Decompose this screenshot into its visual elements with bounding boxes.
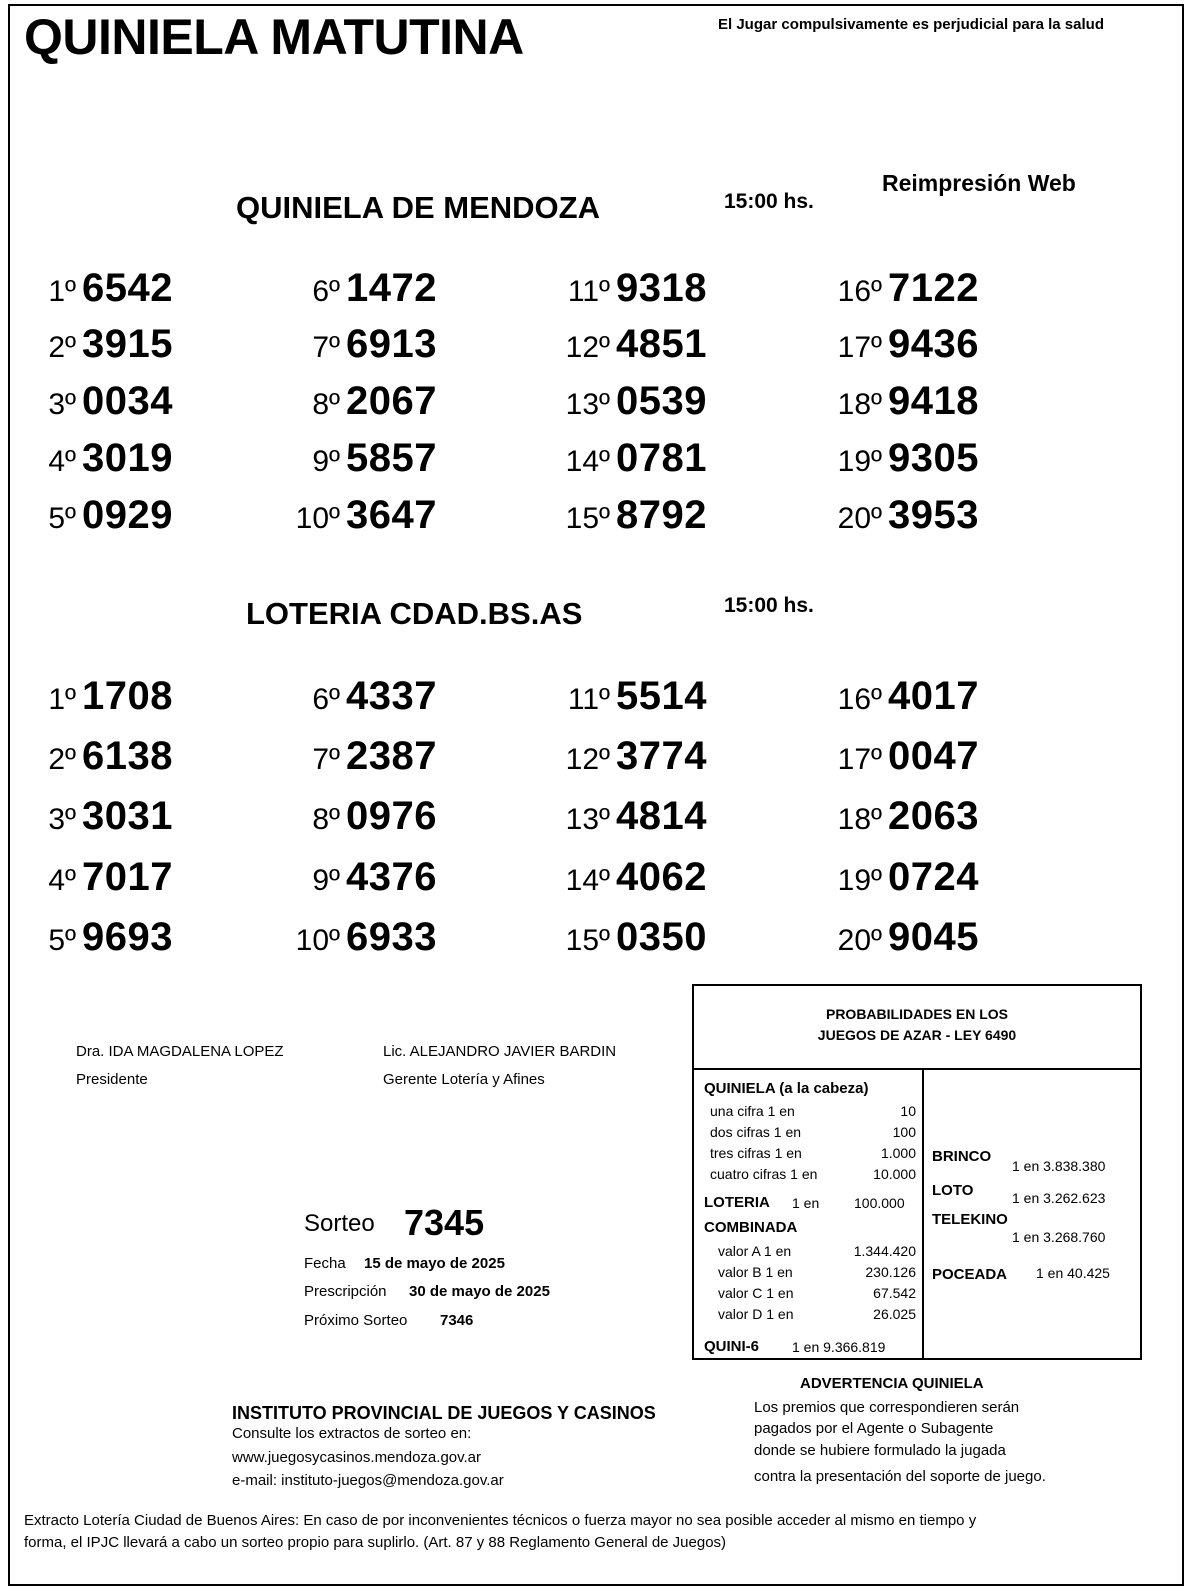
result-number: 3031 — [82, 794, 173, 838]
advisory-line-1: Los premios que correspondieren serán — [754, 1399, 1020, 1416]
result-entry — [30, 855, 173, 900]
signature-role-president: Presidente — [76, 1071, 148, 1088]
advisory-line-3: donde se hubiere formulado la jugada — [754, 1442, 1006, 1459]
result-position: 20º — [837, 924, 882, 957]
result-number: 5857 — [346, 436, 437, 480]
result-position: 10º — [295, 502, 340, 535]
page-title: QUINIELA MATUTINA — [24, 9, 524, 65]
institute-website-link[interactable]: www.juegosycasinos.mendoza.gov.ar — [232, 1449, 482, 1466]
result-number: 7017 — [82, 855, 173, 899]
draw-expiry-label: Prescripción — [304, 1283, 387, 1300]
draw-label: Sorteo — [304, 1210, 375, 1237]
result-number: 6542 — [82, 266, 173, 310]
result-position: 19º — [837, 864, 882, 897]
result-position: 2º — [48, 331, 76, 364]
result-position: 11º — [567, 683, 610, 716]
loteria-odds-prefix: 1 en — [792, 1195, 820, 1211]
odds-row-value: 67.542 — [873, 1285, 916, 1301]
result-position: 11º — [567, 275, 610, 308]
result-position: 7º — [312, 331, 340, 364]
result-number: 9436 — [888, 322, 979, 366]
result-entry — [30, 436, 173, 481]
probabilities-box — [692, 984, 1142, 1360]
result-number: 0724 — [888, 855, 979, 899]
result-position: 12º — [565, 743, 610, 776]
next-draw-label: Próximo Sorteo — [304, 1312, 408, 1329]
result-entry — [836, 915, 979, 960]
result-number: 1472 — [346, 266, 437, 310]
result-position: 15º — [565, 502, 610, 535]
probabilities-title-line1: PROBABILIDADES EN LOS — [825, 1006, 1008, 1022]
odds-row-label: valor C 1 en — [718, 1285, 794, 1301]
result-entry — [564, 322, 707, 367]
result-entry — [30, 674, 173, 719]
result-entry — [294, 493, 437, 538]
result-entry — [564, 674, 707, 719]
result-entry — [30, 266, 173, 311]
result-entry — [564, 734, 707, 779]
result-position: 3º — [48, 388, 76, 421]
odds-row-value: 230.126 — [865, 1264, 916, 1280]
result-number: 2067 — [346, 379, 437, 423]
result-position: 16º — [837, 275, 882, 308]
result-number: 4376 — [346, 855, 437, 899]
footer-line-1: Extracto Lotería Ciudad de Buenos Aires: En caso de por inconvenientes técnicos o fuerza mayor no sea posible acceder al mismo en tiempo y — [24, 1512, 977, 1529]
result-entry — [836, 436, 979, 481]
result-position: 14º — [565, 864, 610, 897]
result-entry — [294, 794, 437, 839]
result-entry — [564, 436, 707, 481]
result-position: 1º — [48, 683, 76, 716]
odds-row-label: cuatro cifras 1 en — [710, 1166, 818, 1182]
result-number: 6913 — [346, 322, 437, 366]
result-number: 3774 — [616, 734, 707, 778]
section-time-mendoza: 15:00 hs. — [724, 190, 814, 213]
telekino-odds-label: TELEKINO — [932, 1211, 1008, 1228]
result-position: 18º — [837, 803, 882, 836]
result-position: 13º — [565, 803, 610, 836]
odds-row-label: dos cifras 1 en — [710, 1124, 802, 1140]
draw-date-label: Fecha — [304, 1255, 346, 1272]
odds-row-value: 1.000 — [880, 1145, 916, 1161]
result-number: 9305 — [888, 436, 979, 480]
institute-email-link[interactable]: e-mail: instituto-juegos@mendoza.gov.ar — [232, 1472, 504, 1489]
next-draw-number: 7346 — [440, 1312, 474, 1329]
result-number: 6933 — [346, 915, 437, 959]
result-entry — [836, 266, 979, 311]
poceada-odds-value: 1 en 40.425 — [1036, 1265, 1110, 1281]
result-number: 0929 — [82, 493, 173, 537]
result-position: 4º — [48, 864, 76, 897]
signature-name-president: Dra. IDA MAGDALENA LOPEZ — [76, 1043, 284, 1060]
quiniela-odds-label: QUINIELA (a la cabeza) — [704, 1080, 869, 1097]
result-position: 1º — [48, 275, 76, 308]
result-number: 8792 — [616, 493, 707, 537]
result-position: 8º — [312, 388, 340, 421]
result-entry — [836, 734, 979, 779]
draw-expiry: 30 de mayo de 2025 — [409, 1283, 550, 1300]
result-position: 6º — [312, 683, 340, 716]
result-entry — [30, 734, 173, 779]
result-entry — [30, 493, 173, 538]
result-number: 9418 — [888, 379, 979, 423]
poceada-odds-label: POCEADA — [932, 1266, 1008, 1283]
odds-row-label: valor B 1 en — [718, 1264, 793, 1280]
result-entry — [294, 379, 437, 424]
result-entry — [294, 436, 437, 481]
result-entry — [294, 674, 437, 719]
result-position: 15º — [565, 924, 610, 957]
result-number: 2387 — [346, 734, 437, 778]
advisory-line-2: pagados por el Agente o Subagente — [754, 1420, 994, 1437]
result-position: 6º — [312, 275, 340, 308]
result-position: 3º — [48, 803, 76, 836]
result-position: 17º — [837, 331, 882, 364]
result-position: 9º — [312, 445, 340, 478]
result-entry — [30, 379, 173, 424]
result-position: 12º — [565, 331, 610, 364]
result-position: 10º — [295, 924, 340, 957]
result-entry — [294, 734, 437, 779]
result-entry — [30, 322, 173, 367]
quini6-odds-value: 1 en 9.366.819 — [792, 1339, 886, 1355]
odds-row-value: 10.000 — [873, 1166, 916, 1182]
draw-date: 15 de mayo de 2025 — [364, 1255, 505, 1272]
odds-row-value: 10 — [900, 1103, 916, 1119]
quini6-odds-label: QUINI-6 — [704, 1338, 760, 1355]
odds-row-value: 100 — [892, 1124, 916, 1140]
result-entry — [30, 915, 173, 960]
result-number: 3019 — [82, 436, 173, 480]
footer-line-2: forma, el IPJC llevará a cabo un sorteo propio para suplirlo. (Art. 87 y 88 Reglamento General de Juegos) — [24, 1534, 727, 1551]
odds-row-label: valor D 1 en — [718, 1306, 794, 1322]
odds-row-label: valor A 1 en — [718, 1243, 792, 1259]
result-position: 20º — [837, 502, 882, 535]
result-entry — [294, 322, 437, 367]
result-entry — [30, 794, 173, 839]
result-position: 7º — [312, 743, 340, 776]
result-number: 9693 — [82, 915, 173, 959]
result-entry — [564, 915, 707, 960]
result-entry — [294, 855, 437, 900]
result-position: 2º — [48, 743, 76, 776]
result-position: 13º — [565, 388, 610, 421]
result-entry — [836, 855, 979, 900]
result-entry — [836, 322, 979, 367]
result-entry — [836, 379, 979, 424]
odds-row-value: 26.025 — [873, 1306, 916, 1322]
reprint-label: Reimpresión Web — [882, 170, 1076, 196]
result-number: 4851 — [616, 322, 707, 366]
result-number: 0047 — [888, 734, 979, 778]
probabilities-divider — [922, 1070, 924, 1358]
result-entry — [836, 794, 979, 839]
result-position: 5º — [48, 502, 76, 535]
loto-odds-value: 1 en 3.262.623 — [1012, 1190, 1106, 1206]
signature-name-manager: Lic. ALEJANDRO JAVIER BARDIN — [383, 1043, 617, 1060]
odds-row-label: tres cifras 1 en — [710, 1145, 802, 1161]
footer-note — [24, 1510, 976, 1554]
health-warning: El Jugar compulsivamente es perjudicial para la salud — [718, 16, 1104, 33]
result-position: 9º — [312, 864, 340, 897]
result-number: 0539 — [616, 379, 707, 423]
result-entry — [294, 915, 437, 960]
result-number: 0350 — [616, 915, 707, 959]
odds-row-label: una cifra 1 en — [710, 1103, 795, 1119]
result-number: 7122 — [888, 266, 979, 310]
result-position: 18º — [837, 388, 882, 421]
loteria-odds-value: 100.000 — [854, 1195, 905, 1211]
combinada-odds-label: COMBINADA — [704, 1219, 798, 1236]
result-entry — [564, 493, 707, 538]
result-position: 8º — [312, 803, 340, 836]
result-number: 4062 — [616, 855, 707, 899]
result-number: 5514 — [616, 674, 707, 718]
probabilities-header — [694, 986, 1140, 1070]
result-number: 0976 — [346, 794, 437, 838]
result-entry — [836, 493, 979, 538]
brinco-odds-label: BRINCO — [932, 1148, 992, 1165]
loteria-odds-label: LOTERIA — [704, 1194, 770, 1211]
telekino-odds-value: 1 en 3.268.760 — [1012, 1229, 1106, 1245]
result-position: 14º — [565, 445, 610, 478]
result-number: 4017 — [888, 674, 979, 718]
result-entry — [564, 794, 707, 839]
result-number: 4814 — [616, 794, 707, 838]
loto-odds-label: LOTO — [932, 1182, 974, 1199]
result-number: 0781 — [616, 436, 707, 480]
institute-consult: Consulte los extractos de sorteo en: — [232, 1425, 472, 1442]
result-number: 9318 — [616, 266, 707, 310]
result-position: 17º — [837, 743, 882, 776]
probabilities-title-line2: JUEGOS DE AZAR - LEY 6490 — [817, 1027, 1017, 1043]
result-number: 6138 — [82, 734, 173, 778]
result-entry — [564, 379, 707, 424]
result-position: 19º — [837, 445, 882, 478]
draw-number: 7345 — [404, 1202, 485, 1243]
result-number: 0034 — [82, 379, 173, 423]
result-number: 9045 — [888, 915, 979, 959]
advisory-line-4: contra la presentación del soporte de juego. — [754, 1468, 1046, 1485]
result-entry — [564, 266, 707, 311]
result-position: 4º — [48, 445, 76, 478]
result-number: 3953 — [888, 493, 979, 537]
section-title-loteria: LOTERIA CDAD.BS.AS — [246, 596, 583, 631]
result-number: 1708 — [82, 674, 173, 718]
result-position: 5º — [48, 924, 76, 957]
result-number: 2063 — [888, 794, 979, 838]
result-entry — [294, 266, 437, 311]
section-time-loteria: 15:00 hs. — [724, 594, 814, 617]
result-number: 4337 — [346, 674, 437, 718]
advisory-title: ADVERTENCIA QUINIELA — [800, 1375, 984, 1392]
result-number: 3915 — [82, 322, 173, 366]
result-number: 3647 — [346, 493, 437, 537]
odds-row-value: 1.344.420 — [853, 1243, 916, 1259]
institute-name: INSTITUTO PROVINCIAL DE JUEGOS Y CASINOS — [232, 1403, 656, 1423]
result-entry — [564, 855, 707, 900]
brinco-odds-value: 1 en 3.838.380 — [1012, 1158, 1106, 1174]
signature-role-manager: Gerente Lotería y Afines — [383, 1071, 545, 1088]
section-title-mendoza: QUINIELA DE MENDOZA — [236, 190, 600, 225]
result-position: 16º — [837, 683, 882, 716]
result-entry — [836, 674, 979, 719]
